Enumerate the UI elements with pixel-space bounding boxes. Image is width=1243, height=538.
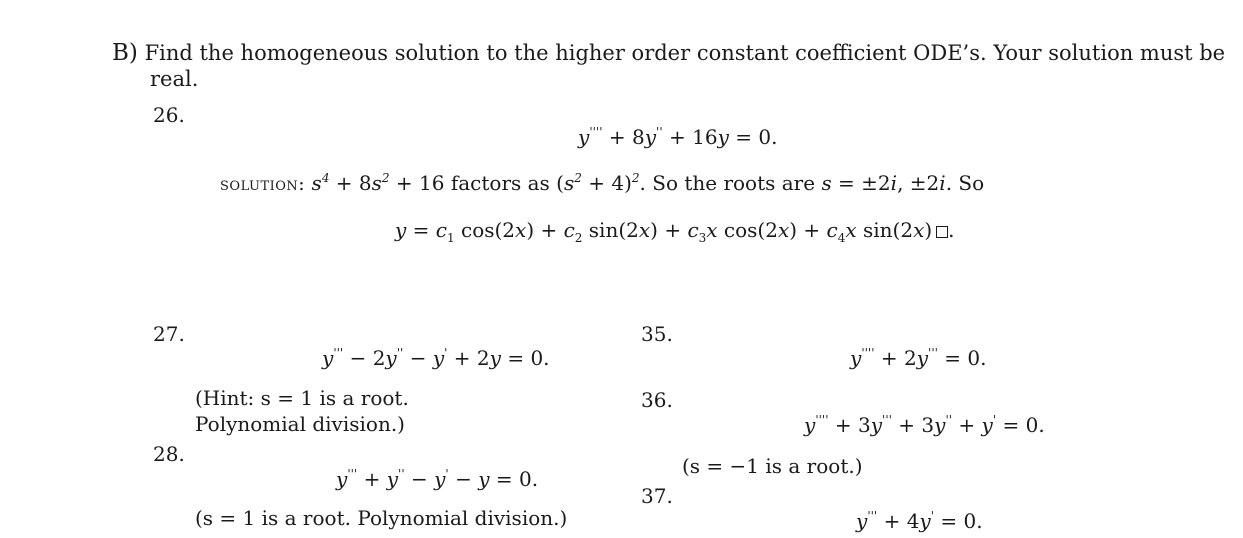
problem-37-number: 37.	[641, 484, 673, 508]
problem-28-equation: y''' + y'' − y' − y = 0.	[336, 467, 539, 491]
section-instruction	[112, 40, 1225, 66]
problem-27-hint-line-1: (Hint: s = 1 is a root.	[195, 386, 409, 410]
section-label: B)	[112, 40, 138, 66]
problem-35-equation: y'''' + 2y''' = 0.	[850, 346, 987, 370]
problem-27-hint-line-2: Polynomial division.)	[195, 412, 405, 436]
problem-35-number: 35.	[641, 322, 673, 346]
problem-36-equation: y'''' + 3y''' + 3y'' + y' = 0.	[804, 413, 1045, 437]
problem-27-equation: y''' − 2y'' − y' + 2y = 0.	[322, 346, 550, 370]
problem-28-number: 28.	[153, 442, 185, 466]
problem-28-hint: (s = 1 is a root. Polynomial division.)	[195, 506, 568, 530]
problem-26-number: 26.	[153, 103, 185, 127]
solution-line-2: $y = c_1$ $\cos(2x) + c_2$ $\sin(2x) + c_3x$ $\cos(2x) + c_4x$ sin(2x) .	[395, 218, 955, 245]
solution-line-1: solution: $s^4 + 8s^2 + 16$ factors as $(s^2 + 4)^2$. So the roots are s = ±2i, ±2i. So	[220, 171, 985, 195]
problem-37-equation: y''' + 4y' = 0.	[856, 509, 983, 533]
instruction-line-1: Find the homogeneous solution to the higher order constant coefficient ODE’s. Your solution must be	[144, 41, 1226, 65]
instruction-line-2: real.	[150, 67, 199, 91]
problem-26-equation: y'''' + 8y'' + 16y = 0.	[578, 125, 778, 149]
problem-36-hint: (s = −1 is a root.)	[682, 454, 863, 478]
solution-label: solution:	[220, 173, 306, 195]
problem-36-number: 36.	[641, 388, 673, 412]
qed-box-icon	[936, 226, 948, 238]
problem-27-number: 27.	[153, 322, 185, 346]
